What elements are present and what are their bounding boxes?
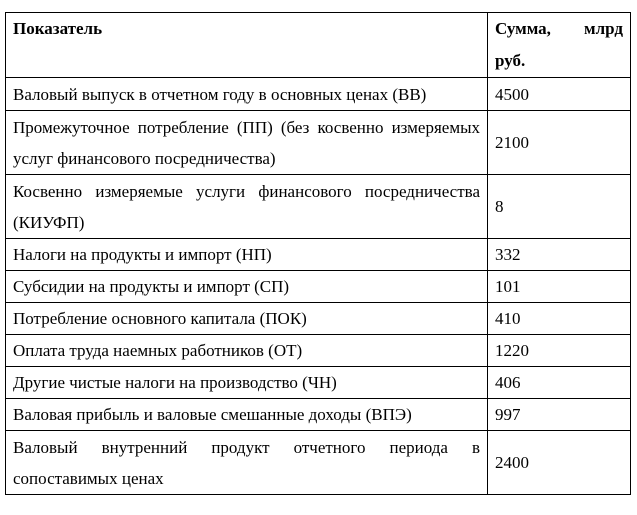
row-value: 332 xyxy=(488,239,631,271)
row-label: Потребление основного капитала (ПОК) xyxy=(6,303,488,335)
row-value: 406 xyxy=(488,367,631,399)
row-label: Оплата труда наемных работников (ОТ) xyxy=(6,335,488,367)
indicators-table xyxy=(5,12,631,495)
row-value: 2100 xyxy=(488,111,631,175)
row-value: 2400 xyxy=(488,431,631,495)
row-label: Налоги на продукты и импорт (НП) xyxy=(6,239,488,271)
table-row xyxy=(6,367,631,399)
row-label: Валовый внутренний продукт отчетного периода в сопоставимых ценах xyxy=(6,431,488,495)
header-indicator: Показатель xyxy=(6,13,488,78)
row-value: 997 xyxy=(488,399,631,431)
row-label: Косвенно измеряемые услуги финансового посредничества (КИУФП) xyxy=(6,175,488,239)
table-row xyxy=(6,239,631,271)
table-row xyxy=(6,271,631,303)
table-row xyxy=(6,335,631,367)
table-row xyxy=(6,175,631,239)
row-label: Валовая прибыль и валовые смешанные доходы (ВПЭ) xyxy=(6,399,488,431)
row-value: 4500 xyxy=(488,78,631,111)
row-label: Валовый выпуск в отчетном году в основных ценах (ВВ) xyxy=(6,78,488,111)
header-sum: Сумма, млрд руб. xyxy=(488,13,631,78)
table-row xyxy=(6,431,631,495)
table-header-row xyxy=(6,13,631,78)
row-label: Субсидии на продукты и импорт (СП) xyxy=(6,271,488,303)
table-row xyxy=(6,303,631,335)
table-row xyxy=(6,111,631,175)
row-label: Промежуточное потребление (ПП) (без косвенно измеряемых услуг финансового посредничества) xyxy=(6,111,488,175)
row-label: Другие чистые налоги на производство (ЧН) xyxy=(6,367,488,399)
row-value: 1220 xyxy=(488,335,631,367)
row-value: 410 xyxy=(488,303,631,335)
table-row xyxy=(6,399,631,431)
row-value: 8 xyxy=(488,175,631,239)
table-row xyxy=(6,78,631,111)
row-value: 101 xyxy=(488,271,631,303)
